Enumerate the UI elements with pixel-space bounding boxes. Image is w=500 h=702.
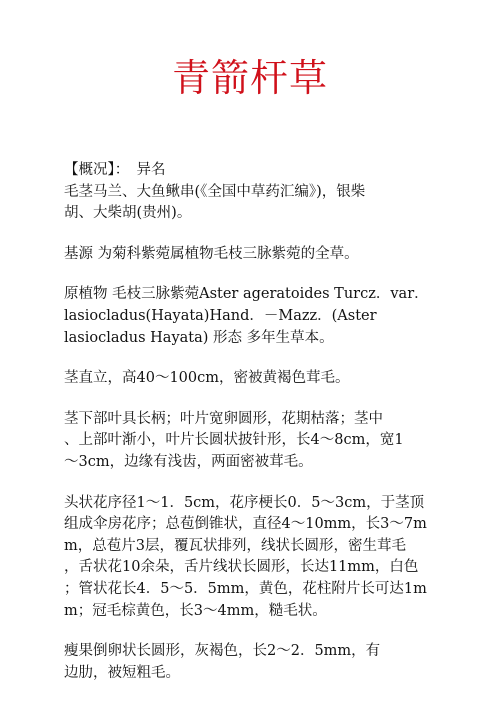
fruit-paragraph — [64, 641, 440, 684]
text-line: 茎直立，高40～100cm，密被黄褐色茸毛。 — [64, 370, 350, 387]
text-line: m；冠毛棕黄色，长3～4mm，糙毛状。 — [64, 602, 327, 619]
text-line: 【概况】： 异名 — [64, 162, 166, 178]
overview-paragraph — [64, 160, 440, 225]
text-line: 茎下部叶具长柄；叶片宽卵圆形，花期枯落；茎中 — [64, 410, 383, 427]
text-line: 基源 为菊科紫菀属植物毛枝三脉紫菀的全草。 — [64, 245, 359, 262]
text-line: 边肋，被短粗毛。 — [64, 664, 180, 681]
text-line: lasiocladus Hayata) 形态 多年生草本。 — [64, 329, 334, 346]
text-line: ；管状花长4．5～5．5mm，黄色，花柱附片长可达1m — [64, 580, 427, 597]
text-line: 、上部叶渐小，叶片长圆状披针形，长4～8cm，宽1 — [64, 432, 404, 449]
text-line: 头状花序径1～1．5cm，花序梗长0．5～3cm，于茎顶 — [64, 494, 425, 511]
flower-paragraph — [64, 493, 440, 623]
text-line: 原植物 毛枝三脉紫菀Aster ageratoides Turcz．var． — [64, 286, 429, 303]
document-title: 青箭杆草 — [171, 56, 328, 100]
document-body — [64, 160, 440, 702]
plant-paragraph — [64, 284, 440, 349]
text-line: ～3cm，边缘有浅齿，两面密被茸毛。 — [64, 453, 313, 470]
text-line: 胡、大柴胡(贵州)。 — [64, 205, 192, 222]
leaf-paragraph — [64, 409, 440, 474]
text-line: 毛茎马兰、大鱼鳅串(《全国中草药汇编》)，银柴 — [64, 183, 366, 200]
text-line: ，舌状花10余朵，舌片线状长圆形，长达11mm，白色 — [64, 559, 419, 576]
text-line: lasiocladus(Hayata)Hand．－Mazz．(Aster — [64, 307, 377, 324]
source-paragraph — [64, 244, 440, 266]
text-line: m，总苞片3层，覆瓦状排列，线状长圆形，密生茸毛 — [64, 537, 406, 554]
stem-paragraph — [64, 368, 440, 390]
text-line: 瘦果倒卵状长圆形，灰褐色，长2～2．5mm，有 — [64, 643, 381, 660]
text-line: 组成伞房花序；总苞倒锥状，直径4～10mm，长3～7m — [64, 516, 427, 533]
